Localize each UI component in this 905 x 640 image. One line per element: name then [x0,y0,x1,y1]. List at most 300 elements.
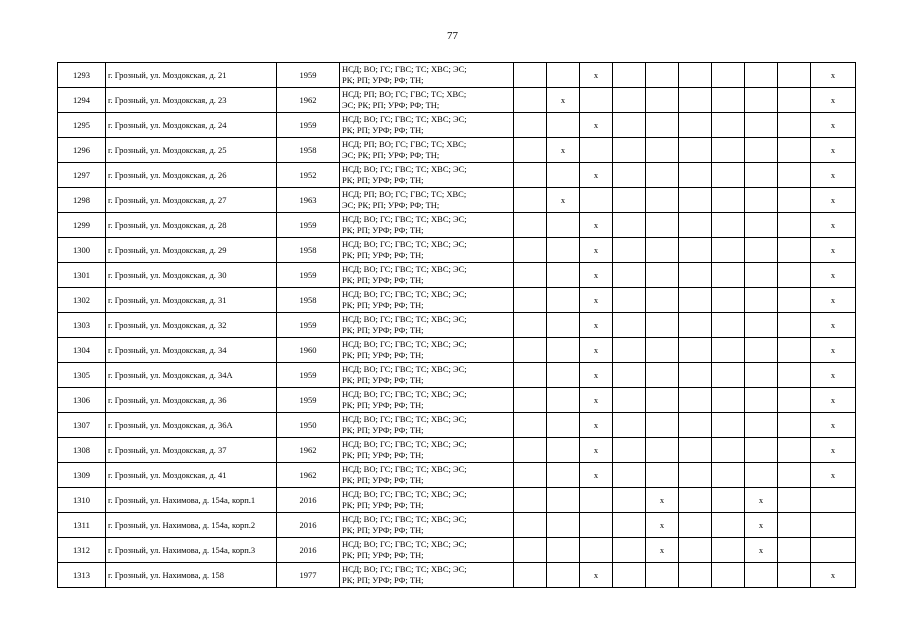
year-cell: 1958 [277,138,340,163]
mark-cell [778,263,811,288]
systems-line: НСД; ВО; ГС; ГВС; ТС; ХВС; ЭС; [342,539,467,549]
mark-cell [613,338,646,363]
mark-cell [712,338,745,363]
mark-cell [514,563,547,588]
systems-cell [340,363,514,388]
table-row [58,138,856,163]
mark-cell: x [745,488,778,513]
mark-cell: x [580,288,613,313]
year-cell: 1950 [277,413,340,438]
systems-line: РК; РП; УРФ; РФ; ТН; [342,575,424,585]
mark-cell [712,463,745,488]
systems-cell [340,313,514,338]
mark-cell [613,488,646,513]
mark-cell [778,63,811,88]
systems-line: НСД; ВО; ГС; ГВС; ТС; ХВС; ЭС; [342,264,467,274]
mark-cell [679,238,712,263]
mark-cell [679,513,712,538]
mark-cell [547,213,580,238]
mark-cell [679,88,712,113]
address-cell: г. Грозный, ул. Моздокская, д. 21 [106,63,277,88]
mark-cell [679,363,712,388]
row-number: 1307 [58,413,106,438]
mark-cell [679,263,712,288]
mark-cell [679,388,712,413]
address-cell: г. Грозный, ул. Моздокская, д. 23 [106,88,277,113]
address-cell: г. Грозный, ул. Моздокская, д. 37 [106,438,277,463]
systems-line: НСД; РП; ВО; ГС; ГВС; ТС; ХВС; [342,139,467,149]
mark-cell [646,288,679,313]
mark-cell [514,163,547,188]
mark-cell [646,188,679,213]
systems-line: РК; РП; УРФ; РФ; ТН; [342,75,424,85]
table-row [58,513,856,538]
row-number: 1295 [58,113,106,138]
mark-cell [580,188,613,213]
year-cell: 1977 [277,563,340,588]
mark-cell [679,138,712,163]
row-number: 1297 [58,163,106,188]
mark-cell: x [811,213,856,238]
mark-cell [547,413,580,438]
mark-cell: x [547,138,580,163]
systems-line: НСД; ВО; ГС; ГВС; ТС; ХВС; ЭС; [342,464,467,474]
mark-cell: x [580,363,613,388]
systems-line: РК; РП; УРФ; РФ; ТН; [342,125,424,135]
mark-cell [514,113,547,138]
mark-cell [547,338,580,363]
mark-cell [778,338,811,363]
row-number: 1302 [58,288,106,313]
mark-cell [547,438,580,463]
mark-cell [547,113,580,138]
systems-cell [340,438,514,463]
mark-cell [712,88,745,113]
mark-cell: x [646,513,679,538]
mark-cell [712,138,745,163]
mark-cell: x [580,238,613,263]
systems-line: НСД; РП; ВО; ГС; ГВС; ТС; ХВС; [342,89,467,99]
address-cell: г. Грозный, ул. Моздокская, д. 36А [106,413,277,438]
row-number: 1298 [58,188,106,213]
table-row [58,463,856,488]
mark-cell: x [580,113,613,138]
row-number: 1313 [58,563,106,588]
mark-cell [679,488,712,513]
systems-cell [340,488,514,513]
year-cell: 1958 [277,288,340,313]
mark-cell [514,363,547,388]
systems-cell [340,88,514,113]
mark-cell [745,63,778,88]
mark-cell [547,538,580,563]
row-number: 1300 [58,238,106,263]
mark-cell: x [811,163,856,188]
mark-cell [778,463,811,488]
systems-cell [340,163,514,188]
mark-cell: x [811,438,856,463]
year-cell: 2016 [277,513,340,538]
systems-line: НСД; ВО; ГС; ГВС; ТС; ХВС; ЭС; [342,214,467,224]
address-cell: г. Грозный, ул. Моздокская, д. 36 [106,388,277,413]
mark-cell [679,538,712,563]
mark-cell [646,263,679,288]
systems-line: НСД; ВО; ГС; ГВС; ТС; ХВС; ЭС; [342,314,467,324]
systems-line: ЭС; РК; РП; УРФ; РФ; ТН; [342,150,440,160]
mark-cell: x [745,538,778,563]
mark-cell [679,188,712,213]
mark-cell: x [580,563,613,588]
year-cell: 1952 [277,163,340,188]
table-row [58,63,856,88]
row-number: 1312 [58,538,106,563]
mark-cell [514,288,547,313]
address-cell: г. Грозный, ул. Моздокская, д. 32 [106,313,277,338]
address-cell: г. Грозный, ул. Моздокская, д. 30 [106,263,277,288]
mark-cell: x [811,463,856,488]
systems-line: РК; РП; УРФ; РФ; ТН; [342,450,424,460]
mark-cell [712,188,745,213]
mark-cell [514,138,547,163]
systems-cell [340,113,514,138]
mark-cell [778,88,811,113]
table-body [58,63,856,588]
address-cell: г. Грозный, ул. Моздокская, д. 27 [106,188,277,213]
mark-cell [613,113,646,138]
mark-cell: x [580,388,613,413]
mark-cell [745,363,778,388]
table-row [58,338,856,363]
year-cell: 1960 [277,338,340,363]
row-number: 1296 [58,138,106,163]
mark-cell [778,288,811,313]
mark-cell [778,313,811,338]
mark-cell [613,163,646,188]
mark-cell [679,563,712,588]
mark-cell [745,213,778,238]
mark-cell [778,438,811,463]
mark-cell [514,338,547,363]
table-row [58,438,856,463]
mark-cell [514,313,547,338]
mark-cell [547,563,580,588]
mark-cell [613,238,646,263]
mark-cell: x [811,88,856,113]
mark-cell [745,338,778,363]
mark-cell [679,463,712,488]
year-cell: 1963 [277,188,340,213]
mark-cell [646,63,679,88]
systems-line: НСД; ВО; ГС; ГВС; ТС; ХВС; ЭС; [342,414,467,424]
mark-cell [547,388,580,413]
mark-cell: x [580,338,613,363]
systems-line: РК; РП; УРФ; РФ; ТН; [342,500,424,510]
mark-cell [712,563,745,588]
mark-cell [712,238,745,263]
year-cell: 1959 [277,388,340,413]
systems-cell [340,238,514,263]
mark-cell [580,538,613,563]
systems-line: НСД; ВО; ГС; ГВС; ТС; ХВС; ЭС; [342,364,467,374]
mark-cell [712,438,745,463]
mark-cell [514,63,547,88]
table-row [58,213,856,238]
systems-line: ЭС; РК; РП; УРФ; РФ; ТН; [342,200,440,210]
systems-line: НСД; РП; ВО; ГС; ГВС; ТС; ХВС; [342,189,467,199]
mark-cell: x [811,238,856,263]
mark-cell [547,313,580,338]
systems-cell [340,338,514,363]
systems-cell [340,413,514,438]
mark-cell [646,238,679,263]
year-cell: 2016 [277,488,340,513]
row-number: 1311 [58,513,106,538]
mark-cell [613,463,646,488]
mark-cell [745,163,778,188]
row-number: 1294 [58,88,106,113]
table-row [58,563,856,588]
mark-cell [547,238,580,263]
address-cell: г. Грозный, ул. Моздокская, д. 26 [106,163,277,188]
mark-cell [745,238,778,263]
mark-cell [679,413,712,438]
year-cell: 1962 [277,438,340,463]
mark-cell [514,488,547,513]
mark-cell [679,313,712,338]
mark-cell [745,263,778,288]
mark-cell [547,488,580,513]
mark-cell: x [811,313,856,338]
address-cell: г. Грозный, ул. Моздокская, д. 34А [106,363,277,388]
mark-cell [613,313,646,338]
mark-cell [712,313,745,338]
mark-cell: x [580,438,613,463]
mark-cell [547,163,580,188]
systems-line: ЭС; РК; РП; УРФ; РФ; ТН; [342,100,440,110]
mark-cell [580,88,613,113]
table-row [58,363,856,388]
mark-cell [514,463,547,488]
mark-cell [613,138,646,163]
mark-cell [778,163,811,188]
systems-line: РК; РП; УРФ; РФ; ТН; [342,325,424,335]
mark-cell: x [811,563,856,588]
address-cell: г. Грозный, ул. Моздокская, д. 28 [106,213,277,238]
mark-cell: x [547,188,580,213]
year-cell: 1959 [277,63,340,88]
systems-line: РК; РП; УРФ; РФ; ТН; [342,250,424,260]
mark-cell [778,238,811,263]
mark-cell [646,88,679,113]
mark-cell [679,338,712,363]
mark-cell [712,413,745,438]
mark-cell: x [811,338,856,363]
mark-cell [778,538,811,563]
systems-line: РК; РП; УРФ; РФ; ТН; [342,350,424,360]
mark-cell [580,488,613,513]
table-row [58,313,856,338]
mark-cell [778,388,811,413]
mark-cell [580,138,613,163]
systems-line: НСД; ВО; ГС; ГВС; ТС; ХВС; ЭС; [342,289,467,299]
year-cell: 1959 [277,113,340,138]
systems-line: НСД; ВО; ГС; ГВС; ТС; ХВС; ЭС; [342,389,467,399]
row-number: 1309 [58,463,106,488]
mark-cell [745,463,778,488]
mark-cell [547,263,580,288]
address-cell: г. Грозный, ул. Нахимова, д. 158 [106,563,277,588]
mark-cell [811,488,856,513]
mark-cell: x [811,188,856,213]
mark-cell [679,438,712,463]
systems-cell [340,188,514,213]
mark-cell: x [811,413,856,438]
row-number: 1310 [58,488,106,513]
mark-cell [745,188,778,213]
mark-cell: x [811,288,856,313]
systems-line: НСД; ВО; ГС; ГВС; ТС; ХВС; ЭС; [342,564,467,574]
systems-line: РК; РП; УРФ; РФ; ТН; [342,400,424,410]
address-cell: г. Грозный, ул. Нахимова, д. 154а, корп.2 [106,513,277,538]
row-number: 1304 [58,338,106,363]
systems-line: РК; РП; УРФ; РФ; ТН; [342,550,424,560]
systems-cell [340,563,514,588]
row-number: 1306 [58,388,106,413]
mark-cell [646,463,679,488]
year-cell: 1962 [277,88,340,113]
table-row [58,163,856,188]
mark-cell [778,213,811,238]
mark-cell [712,388,745,413]
mark-cell [712,288,745,313]
mark-cell [679,113,712,138]
mark-cell [778,563,811,588]
mark-cell [613,438,646,463]
systems-line: НСД; ВО; ГС; ГВС; ТС; ХВС; ЭС; [342,164,467,174]
mark-cell [712,363,745,388]
mark-cell [514,513,547,538]
systems-line: НСД; ВО; ГС; ГВС; ТС; ХВС; ЭС; [342,489,467,499]
table-row [58,388,856,413]
mark-cell: x [580,463,613,488]
mark-cell [712,488,745,513]
mark-cell: x [811,113,856,138]
mark-cell [514,388,547,413]
mark-cell [646,163,679,188]
mark-cell [778,113,811,138]
address-cell: г. Грозный, ул. Моздокская, д. 31 [106,288,277,313]
mark-cell [613,513,646,538]
mark-cell [547,363,580,388]
mark-cell: x [646,488,679,513]
mark-cell [745,438,778,463]
systems-cell [340,263,514,288]
mark-cell [613,563,646,588]
mark-cell: x [580,263,613,288]
mark-cell [778,513,811,538]
address-cell: г. Грозный, ул. Моздокская, д. 25 [106,138,277,163]
table-row [58,238,856,263]
row-number: 1305 [58,363,106,388]
row-number: 1303 [58,313,106,338]
mark-cell [811,513,856,538]
table-row [58,488,856,513]
systems-cell [340,138,514,163]
mark-cell [646,313,679,338]
row-number: 1308 [58,438,106,463]
year-cell: 1958 [277,238,340,263]
mark-cell [778,188,811,213]
mark-cell [646,363,679,388]
mark-cell [613,288,646,313]
mark-cell [712,163,745,188]
address-cell: г. Грозный, ул. Нахимова, д. 154а, корп.1 [106,488,277,513]
table-row [58,263,856,288]
year-cell: 2016 [277,538,340,563]
row-number: 1299 [58,213,106,238]
mark-cell [613,363,646,388]
systems-line: НСД; ВО; ГС; ГВС; ТС; ХВС; ЭС; [342,439,467,449]
mark-cell: x [580,163,613,188]
mark-cell [745,563,778,588]
mark-cell [646,213,679,238]
mark-cell [547,288,580,313]
mark-cell [613,188,646,213]
mark-cell [646,388,679,413]
address-cell: г. Грозный, ул. Моздокская, д. 41 [106,463,277,488]
systems-cell [340,463,514,488]
mark-cell [547,463,580,488]
systems-line: РК; РП; УРФ; РФ; ТН; [342,300,424,310]
housing-register-table [57,62,856,588]
mark-cell [514,238,547,263]
mark-cell [745,388,778,413]
row-number: 1293 [58,63,106,88]
systems-line: НСД; ВО; ГС; ГВС; ТС; ХВС; ЭС; [342,239,467,249]
year-cell: 1959 [277,213,340,238]
mark-cell [613,413,646,438]
systems-line: РК; РП; УРФ; РФ; ТН; [342,475,424,485]
systems-line: НСД; ВО; ГС; ГВС; ТС; ХВС; ЭС; [342,114,467,124]
year-cell: 1962 [277,463,340,488]
mark-cell [745,88,778,113]
mark-cell [745,288,778,313]
address-cell: г. Грозный, ул. Моздокская, д. 29 [106,238,277,263]
systems-cell [340,288,514,313]
mark-cell [778,363,811,388]
systems-cell [340,63,514,88]
mark-cell [778,488,811,513]
systems-cell [340,513,514,538]
mark-cell [745,113,778,138]
mark-cell [712,513,745,538]
mark-cell [679,288,712,313]
table-row [58,188,856,213]
mark-cell [646,563,679,588]
mark-cell [613,213,646,238]
systems-line: РК; РП; УРФ; РФ; ТН; [342,225,424,235]
table-row [58,538,856,563]
table-row [58,413,856,438]
mark-cell: x [811,63,856,88]
mark-cell [646,413,679,438]
mark-cell [745,313,778,338]
mark-cell [712,263,745,288]
mark-cell: x [811,138,856,163]
systems-line: НСД; ВО; ГС; ГВС; ТС; ХВС; ЭС; [342,64,467,74]
mark-cell [712,113,745,138]
mark-cell [745,138,778,163]
